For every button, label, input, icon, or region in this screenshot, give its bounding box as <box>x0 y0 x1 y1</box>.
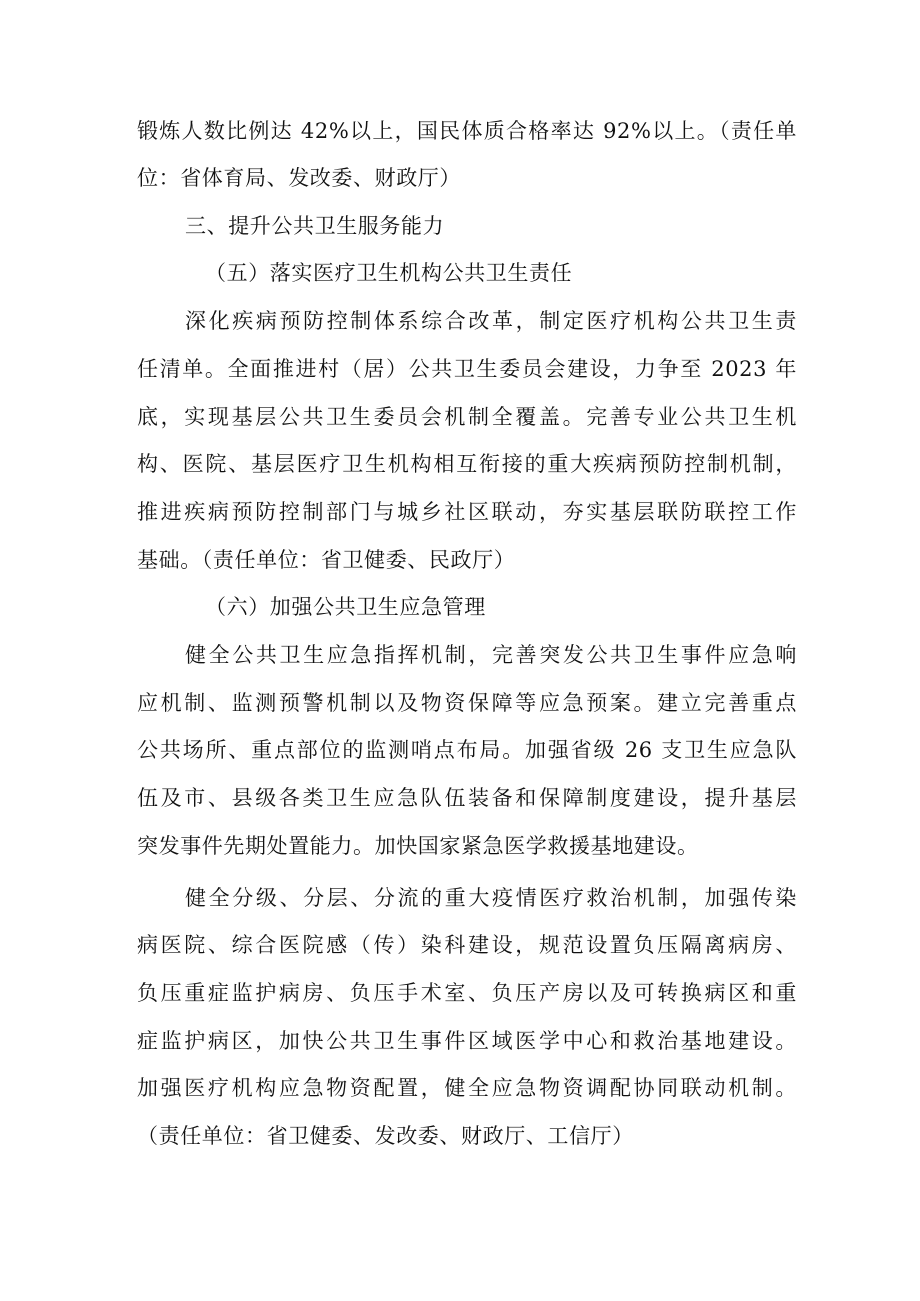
text-line-19: 负压重症监护病房、负压手术室、负压产房以及可转换病区和重 <box>137 981 797 1005</box>
section-heading-3: 三、提升公共卫生服务能力 <box>185 214 445 238</box>
text-line-13: 应机制、监测预警机制以及物资保障等应急预案。建立完善重点 <box>137 691 797 715</box>
text-line-16: 突发事件先期处置能力。加快国家紧急医学救援基地建设。 <box>137 834 699 858</box>
text-line-18: 病医院、综合医院感（传）染科建设，规范设置负压隔离病房、 <box>137 933 797 957</box>
text-line-12: 健全公共卫生应急指挥机制，完善突发公共卫生事件应急响 <box>185 643 797 667</box>
text-line-2: 位：省体育局、发改委、财政厅） <box>137 166 461 190</box>
text-line-22: （责任单位：省卫健委、发改委、财政厅、工信厅） <box>137 1124 634 1148</box>
text-line-1: 锻炼人数比例达 42%以上，国民体质合格率达 92%以上。（责任单 <box>137 119 797 143</box>
text-line-6: 任清单。全面推进村（居）公共卫生委员会建设，力争至 2023 年 <box>137 357 797 381</box>
text-line-9: 推进疾病预防控制部门与城乡社区联动，夯实基层联防联控工作 <box>137 500 797 524</box>
text-line-7: 底，实现基层公共卫生委员会机制全覆盖。完善专业公共卫生机 <box>137 405 797 429</box>
subsection-heading-5: （五）落实医疗卫生机构公共卫生责任 <box>205 261 573 285</box>
text-line-8: 构、医院、基层医疗卫生机构相互衔接的重大疾病预防控制机制， <box>137 452 797 476</box>
subsection-heading-6: （六）加强公共卫生应急管理 <box>205 595 486 619</box>
text-line-14: 公共场所、重点部位的监测哨点布局。加强省级 26 支卫生应急队 <box>137 738 797 762</box>
text-line-5: 深化疾病预防控制体系综合改革，制定医疗机构公共卫生责 <box>185 309 797 333</box>
text-line-10: 基础。（责任单位：省卫健委、民政厅） <box>137 548 516 572</box>
text-line-15: 伍及市、县级各类卫生应急队伍装备和保障制度建设，提升基层 <box>137 786 797 810</box>
text-line-20: 症监护病区，加快公共卫生事件区域医学中心和救治基地建设。 <box>137 1029 797 1053</box>
text-line-17: 健全分级、分层、分流的重大疫情医疗救治机制，加强传染 <box>185 886 797 910</box>
text-line-21: 加强医疗机构应急物资配置，健全应急物资调配协同联动机制。 <box>137 1076 797 1100</box>
